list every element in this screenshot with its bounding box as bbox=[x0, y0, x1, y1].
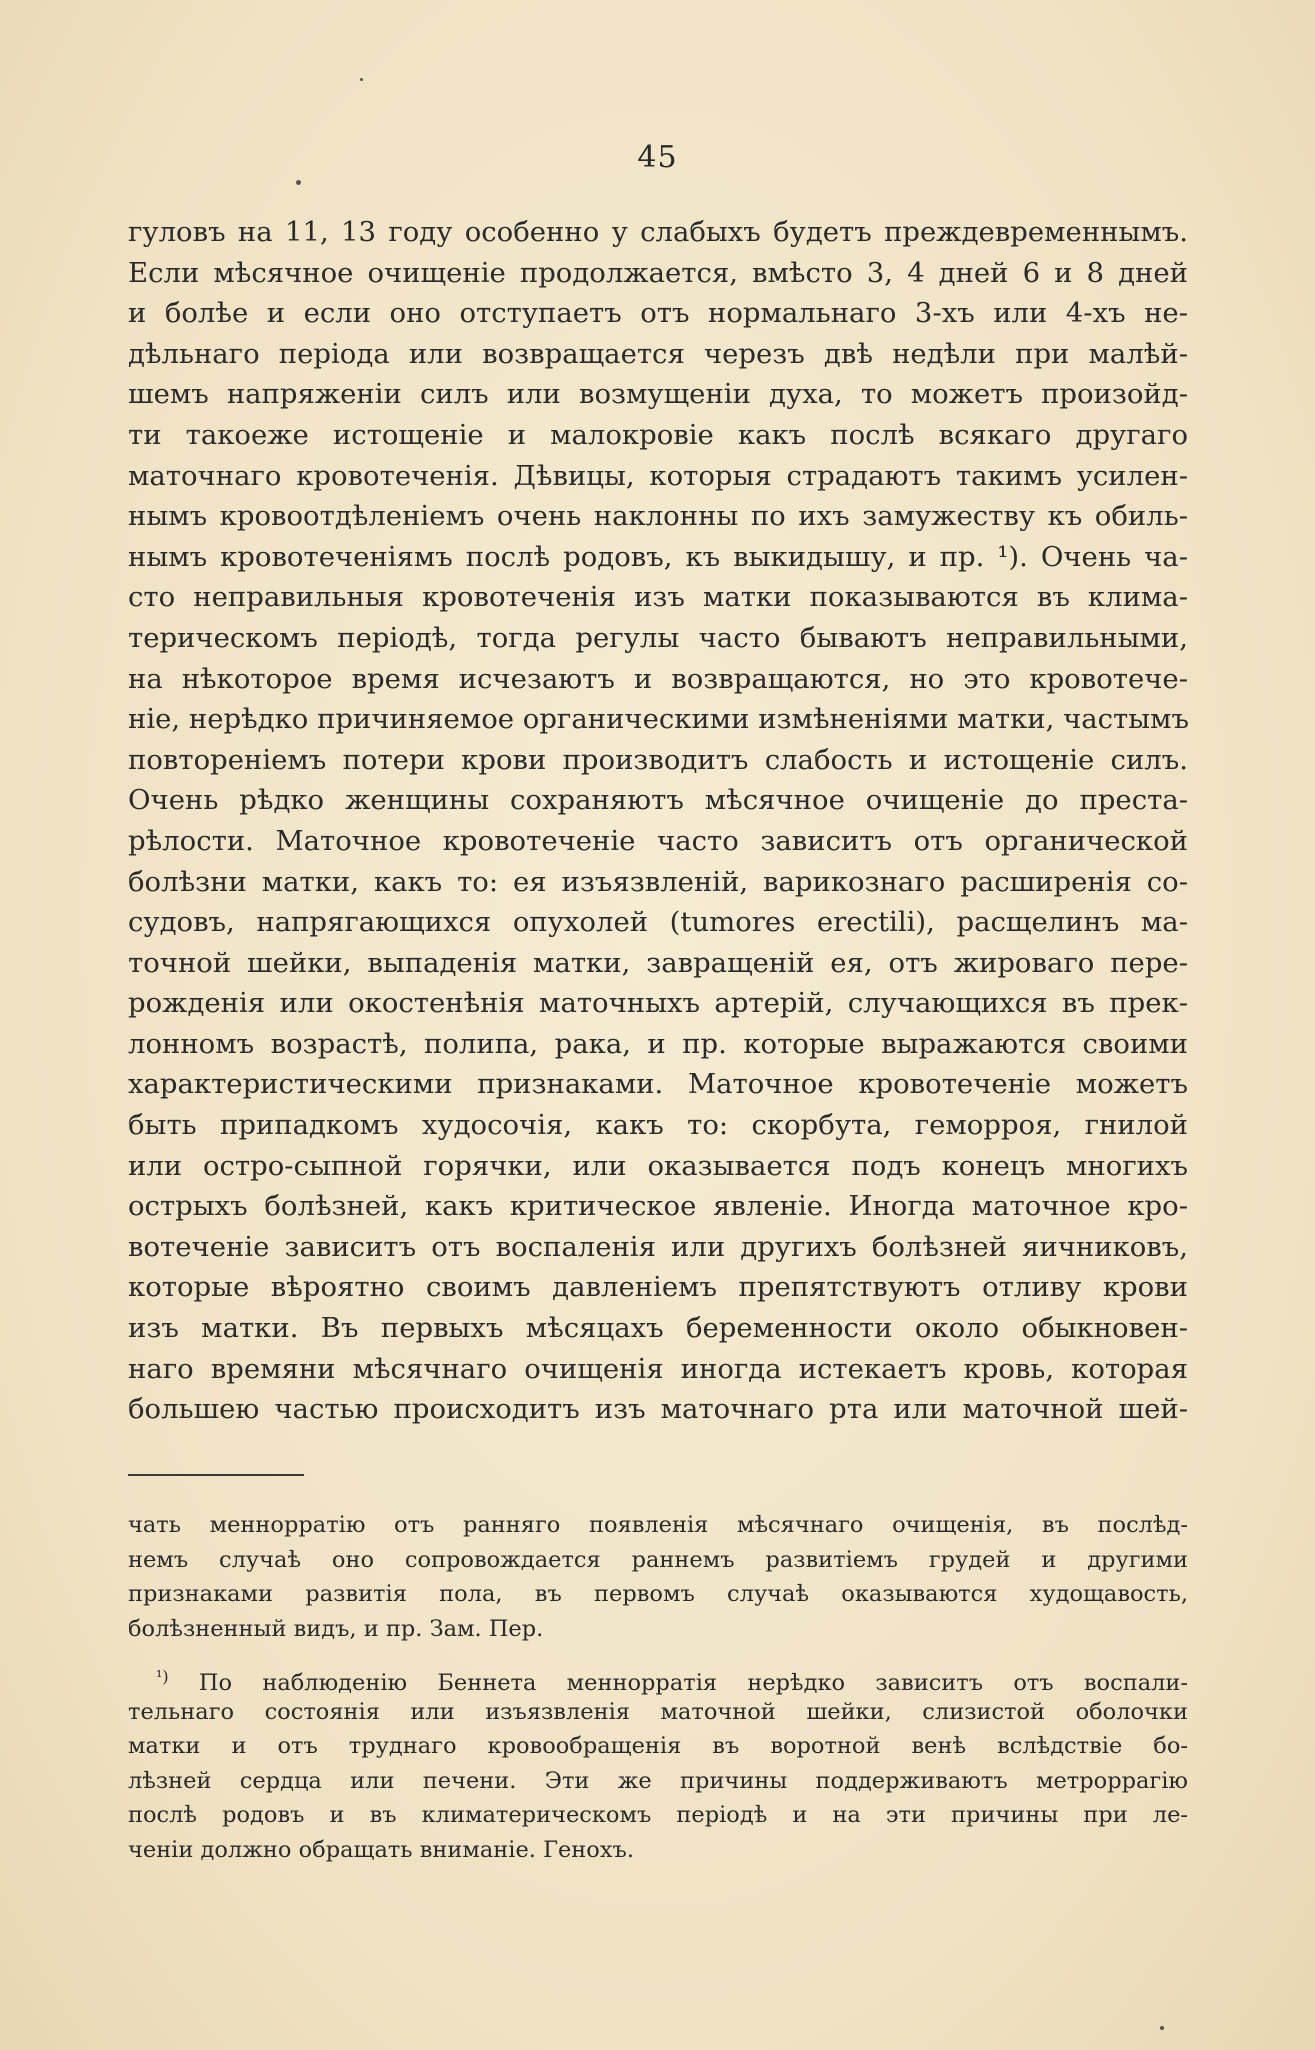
footnote-line: болѣзненный видъ, и пр. Зам. Пер. bbox=[128, 1615, 544, 1642]
text-line: или остро-сыпной горячки, или оказывается подъ конецъ многихъ bbox=[128, 1149, 1188, 1182]
text-line: острыхъ болѣзней, какъ критическое явленіе. Иногда маточное кро- bbox=[128, 1190, 1188, 1223]
footnote-gap bbox=[128, 1646, 1188, 1660]
text-line: характеристическими признаками. Маточное кровотеченіе можетъ bbox=[128, 1068, 1188, 1101]
text-line: изъ матки. Въ первыхъ мѣсяцахъ беременности около обыкновен- bbox=[128, 1312, 1188, 1345]
ink-speck bbox=[360, 78, 363, 81]
text-line: наго времяни мѣсячнаго очищенія иногда истекаетъ кровь, которая bbox=[128, 1352, 1188, 1385]
text-line: судовъ, напрягающихся опухолей (tumores erectili), расщелинъ ма- bbox=[128, 906, 1188, 939]
footnote-marker: ¹) bbox=[156, 1667, 169, 1686]
text-line: Если мѣсячное очищеніе продолжается, вмѣсто 3, 4 дней 6 и 8 дней bbox=[128, 256, 1188, 289]
ink-speck bbox=[1160, 2026, 1164, 2030]
text-line: Очень рѣдко женщины сохраняютъ мѣсячное очищеніе до преста- bbox=[128, 784, 1188, 817]
text-line: быть припадкомъ худосочія, какъ то: скорбута, геморроя, гнилой bbox=[128, 1109, 1188, 1142]
page-number: 45 bbox=[637, 140, 678, 175]
text-line: ти такоеже истощеніе и малокровіе какъ послѣ всякаго другаго bbox=[128, 418, 1188, 451]
text-line: на нѣкоторое время исчезаютъ и возвращаются, но это кровотече- bbox=[128, 662, 1188, 695]
text-line: терическомъ періодѣ, тогда регулы часто бываютъ неправильными, bbox=[128, 621, 1188, 654]
footnote-line: тельнаго состоянія или изъязвленія маточной шейки, слизистой оболочки bbox=[128, 1698, 1188, 1725]
text-line: точной шейки, выпаденія матки, завращеній ея, отъ жироваго пере- bbox=[128, 946, 1188, 979]
footnote-separator-rule bbox=[128, 1474, 304, 1476]
text-line: которые вѣроятно своимъ давленіемъ препятствуютъ отливу крови bbox=[128, 1271, 1188, 1304]
footnote-line: послѣ родовъ и въ климатерическомъ періодѣ и на эти причины при ле- bbox=[128, 1802, 1188, 1828]
footnote-line: ченіи должно обращать вниманіе. Генохъ. bbox=[128, 1836, 635, 1863]
text-line: дѣльнаго періода или возвращается черезъ двѣ недѣли при малѣй- bbox=[128, 337, 1188, 370]
text-line: ніе, нерѣдко причиняемое органическими измѣненіями матки, частымъ bbox=[128, 703, 1190, 736]
text-line: лонномъ возрастѣ, полипа, рака, и пр. которые выражаются своими bbox=[128, 1027, 1188, 1060]
ink-speck bbox=[296, 180, 301, 185]
footnote-line: признаками развитія пола, въ первомъ случаѣ оказываются худощавость, bbox=[128, 1581, 1188, 1607]
footnote-continued bbox=[128, 1508, 1188, 1646]
footnote-line: матки и отъ труднаго кровообращенія въ воротной венѣ вслѣдствіе бо- bbox=[128, 1733, 1188, 1759]
text-line: большею частью происходитъ изъ маточнаго рта или маточной шей- bbox=[128, 1393, 1188, 1426]
footnotes bbox=[128, 1508, 1188, 1867]
footnote-line: чать меннорратію отъ ранняго появленія мѣсячнаго очищенія, въ послѣд- bbox=[128, 1512, 1188, 1538]
text-line: нымъ кровотеченіямъ послѣ родовъ, къ выкидышу, и пр. ¹). Очень ча- bbox=[128, 540, 1188, 573]
text-line: рѣлости. Маточное кровотеченіе часто зависитъ отъ органической bbox=[128, 824, 1188, 857]
text-line: и болѣе и если оно отступаетъ отъ нормальнаго 3-хъ или 4-хъ не- bbox=[128, 297, 1188, 330]
text-line: маточнаго кровотеченія. Дѣвицы, которыя страдаютъ такимъ усилен- bbox=[128, 459, 1188, 492]
footnote-first-line bbox=[128, 1660, 1188, 1695]
text-line: нымъ кровоотдѣленіемъ очень наклонны по ихъ замужеству къ обиль- bbox=[128, 500, 1188, 533]
footnote-line-text: По наблюденію Беннета меннорратія нерѣдко зависитъ отъ воспали- bbox=[198, 1670, 1188, 1696]
text-line: рожденія или окостенѣнія маточныхъ артерій, случающихся въ прек- bbox=[128, 987, 1188, 1020]
main-text-body bbox=[128, 212, 1188, 1430]
text-line: повтореніемъ потери крови производитъ слабость и истощеніе силъ. bbox=[128, 743, 1188, 776]
footnote-line: лѣзней сердца или печени. Эти же причины поддерживаютъ метроррагію bbox=[128, 1767, 1188, 1794]
footnote-line: немъ случаѣ оно сопровождается раннемъ развитіемъ грудей и другими bbox=[128, 1546, 1188, 1573]
footnote-1 bbox=[128, 1660, 1188, 1867]
text-line: шемъ напряженіи силъ или возмущеніи духа, то можетъ произойд- bbox=[128, 378, 1188, 411]
text-line: вотеченіе зависитъ отъ воспаленія или другихъ болѣзней яичниковъ, bbox=[128, 1230, 1188, 1263]
text-line: гуловъ на 11, 13 году особенно у слабыхъ будетъ преждевременнымъ. bbox=[128, 216, 1188, 248]
text-line: болѣзни матки, какъ то: ея изъязвленій, варикознаго расширенія со- bbox=[128, 865, 1188, 898]
text-line: сто неправильныя кровотеченія изъ матки показываются въ клима- bbox=[128, 581, 1188, 614]
